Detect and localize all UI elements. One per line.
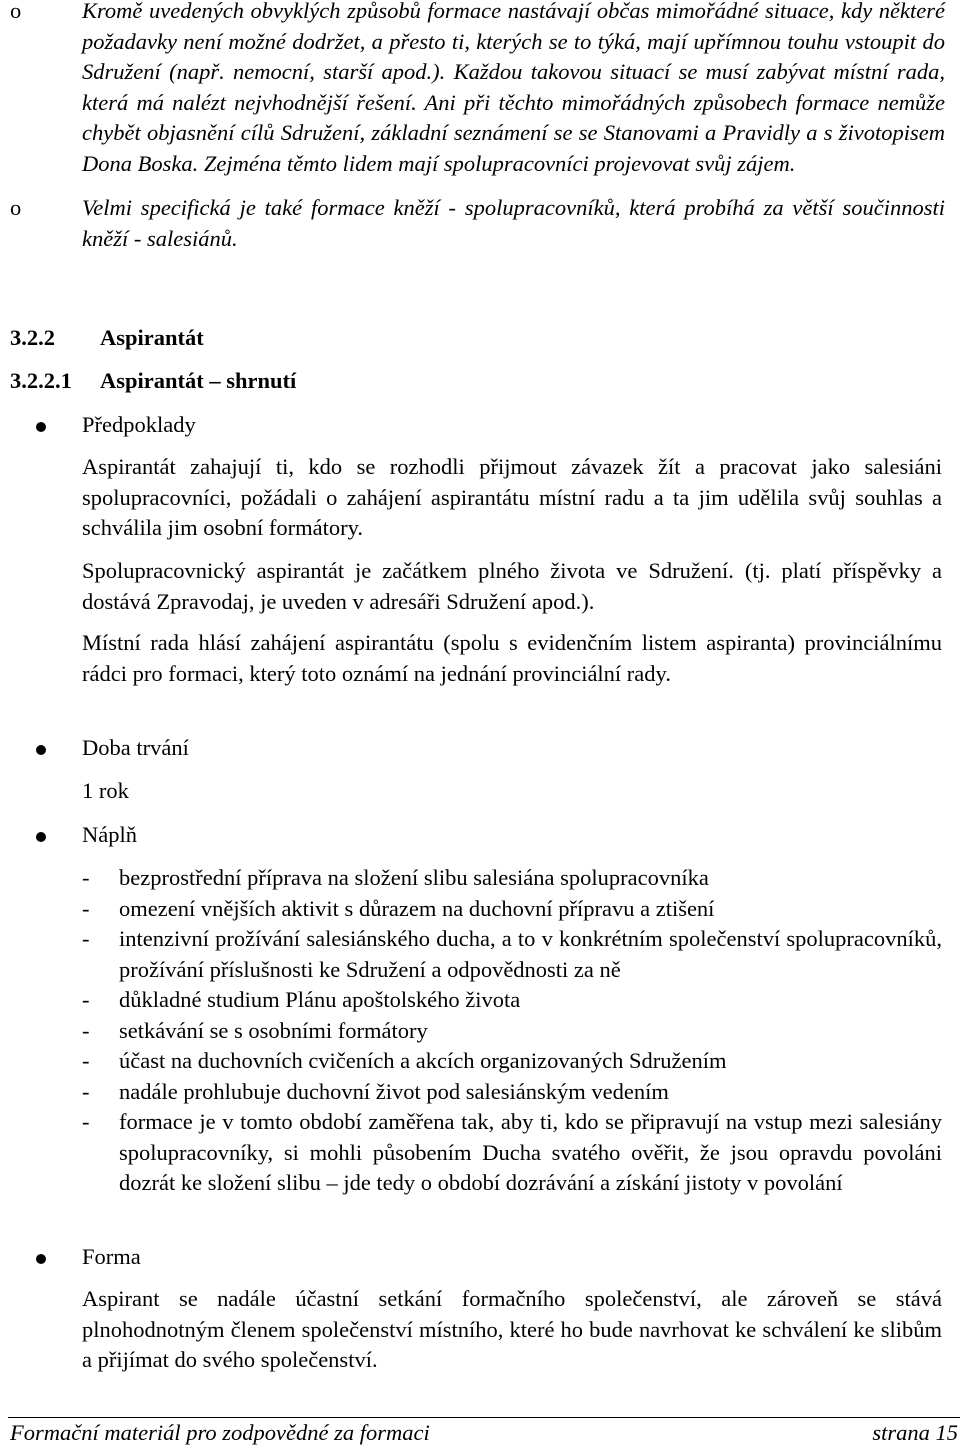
list-item-text: nadále prohlubuje duchovní život pod salesiánským vedením bbox=[119, 1078, 669, 1104]
list-item bbox=[82, 1107, 942, 1199]
list-item-text: Velmi specifická je také formace kněží - spolupracovníků, která probíhá za větší součinnosti kněží - salesiánů. bbox=[82, 195, 945, 251]
predpoklady-paragraph bbox=[82, 556, 942, 617]
list-item bbox=[82, 1046, 942, 1077]
paragraph: Aspirantát zahajují ti, kdo se rozhodli přijmout závazek žít a pracovat jako salesiáni spolupracovníci, požádali o zahájení aspirantátu místní radu a ta jim udělila svůj souhlas a schválila jim osobní formátory. bbox=[82, 454, 942, 540]
list-item-text: formace je v tomto období zaměřena tak, aby ti, kdo se připravují na vstup mezi salesiány spolupracovníky, si mohli působením Ducha svatého ověřit, že jsou opravdu povoláni dozrát ke složení slibu – jde tedy o období dozrávání a získání jistoty v povolání bbox=[119, 1109, 942, 1195]
subsection-heading bbox=[10, 366, 296, 397]
list-item-text: účast na duchovních cvičeních a akcích organizovaných Sdružením bbox=[119, 1048, 727, 1073]
bullet-label: Forma bbox=[82, 1244, 141, 1269]
footer-title: Formační materiál pro zodpovědné za formaci bbox=[10, 1420, 430, 1445]
paragraph: Místní rada hlásí zahájení aspirantátu (spolu s evidenčním listem aspiranta) provinciálnímu rádci pro formaci, který toto oznámí na jednání provinciální rady. bbox=[82, 630, 942, 686]
section-number: 3.2.2 bbox=[10, 325, 55, 350]
list-item bbox=[10, 0, 945, 179]
predpoklady-paragraph bbox=[82, 628, 942, 689]
dash-marker: - bbox=[82, 987, 90, 1012]
list-item bbox=[82, 1077, 942, 1108]
list-item bbox=[10, 193, 945, 254]
list-item-text: bezprostřední příprava na složení slibu salesiána spolupracovníka bbox=[119, 865, 709, 890]
list-item-text: Kromě uvedených obvyklých způsobů formace nastávají občas mimořádné situace, kdy některé požadavky není možné dodržet, a přesto ti, kterých se to týká, mají upřímnou touhu vstoupit do Sdružení (např. nemocní, starší apod.). Každou takovou situací se musí zabývat místní rada, která má nalézt nejvhodnější řešení. Ani při těchto mimořádných způsobech formace nemůže chybět objasnění cílů Sdružení, základní seznámení se se Stanovami a Pravidly a s životopisem Dona Boska. Zejména těmto lidem mají spolupracovníci projevovat svůj zájem. bbox=[82, 0, 945, 176]
dash-marker: - bbox=[82, 1048, 90, 1073]
dash-marker: - bbox=[82, 865, 90, 890]
list-item bbox=[82, 924, 942, 985]
list-item bbox=[82, 1016, 942, 1047]
paragraph: Aspirant se nadále účastní setkání formačního společenství, ale zároveň se stává plnohodnotným členem společenství místního, které ho bude navrhovat ke schválení ke slibům a přijímat do svého společenství. bbox=[82, 1286, 942, 1372]
list-item-text: intenzivní prožívání salesiánského ducha, a to v konkrétním společenství spolupracovníků, prožívání příslušnosti ke Sdružení a odpovědnosti za ně bbox=[119, 926, 942, 982]
forma-paragraph bbox=[82, 1284, 942, 1376]
subsection-title: Aspirantát – shrnutí bbox=[100, 368, 297, 393]
bullet-label: Předpoklady bbox=[82, 412, 196, 437]
dash-marker: - bbox=[82, 1109, 90, 1134]
bullet-dot-icon bbox=[36, 422, 46, 432]
section-title: Aspirantát bbox=[100, 325, 204, 350]
bullet-dot-icon bbox=[36, 1254, 46, 1264]
dash-marker: - bbox=[82, 895, 90, 921]
page-number: strana 15 bbox=[872, 1420, 958, 1445]
list-marker: o bbox=[10, 195, 22, 220]
list-item bbox=[82, 894, 942, 925]
dash-marker: - bbox=[82, 1078, 90, 1104]
predpoklady-paragraph bbox=[82, 452, 942, 544]
list-item-text: omezení vnějších aktivit s důrazem na duchovní přípravu a ztišení bbox=[119, 895, 715, 921]
bullet-dot-icon bbox=[36, 745, 46, 755]
bullet-label: Náplň bbox=[82, 822, 137, 847]
doba-value bbox=[82, 776, 942, 807]
section-heading bbox=[10, 323, 204, 354]
list-item bbox=[82, 985, 942, 1016]
bullet-label: Doba trvání bbox=[82, 735, 189, 760]
list-item-text: důkladné studium Plánu apoštolského života bbox=[119, 987, 521, 1012]
dash-marker: - bbox=[82, 1017, 90, 1043]
dash-marker: - bbox=[82, 926, 90, 951]
special-formation-list bbox=[10, 0, 945, 268]
paragraph: Spolupracovnický aspirantát je začátkem plného života ve Sdružení. (tj. platí příspěvky a dostává Zpravodaj, je uveden v adresáři Sdružení apod.). bbox=[82, 558, 942, 614]
napln-list bbox=[82, 863, 942, 1199]
subsection-number: 3.2.2.1 bbox=[10, 368, 72, 393]
paragraph: 1 rok bbox=[82, 778, 129, 803]
list-item-text: setkávání se s osobními formátory bbox=[119, 1017, 428, 1043]
list-marker: o bbox=[10, 0, 22, 23]
list-item bbox=[82, 863, 942, 894]
bullet-dot-icon bbox=[36, 832, 46, 842]
